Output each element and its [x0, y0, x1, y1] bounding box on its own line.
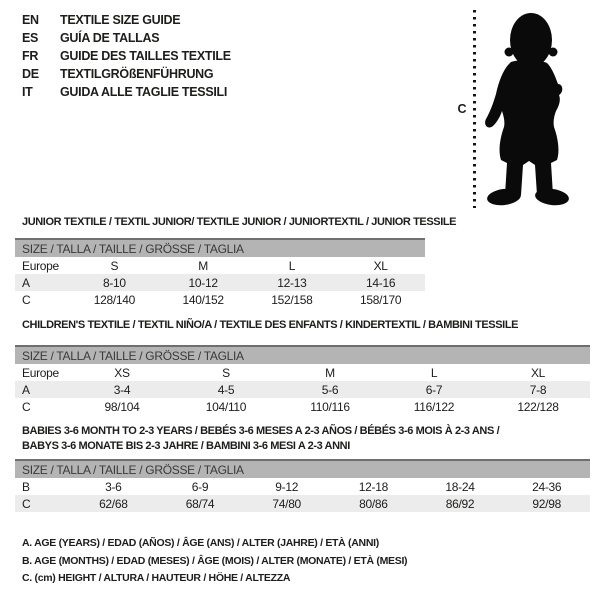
- row-label: Europe: [22, 258, 59, 273]
- footnote-b: B. AGE (MONTHS) / EDAD (MESES) / ÂGE (MOIS) / ALTER (MONATE) / ETÀ (MESI): [22, 554, 408, 567]
- table-row: [15, 398, 590, 415]
- value-cell: 92/98: [532, 496, 561, 511]
- table-row: [15, 364, 590, 381]
- table-row: [15, 274, 425, 291]
- value-cell: 98/104: [104, 399, 140, 414]
- legend-row-es: [22, 29, 231, 47]
- value-cell: 5-6: [321, 382, 339, 397]
- legend-label: GUIDE DES TAILLES TEXTILE: [60, 49, 231, 63]
- value-cell: 80/86: [359, 496, 388, 511]
- value-cell: 6-9: [191, 479, 209, 494]
- table-row: [15, 478, 590, 495]
- legend-row-en: [22, 11, 231, 29]
- row-label: Europe: [22, 365, 59, 380]
- value-cell: 3-6: [105, 479, 122, 494]
- value-cell: 10-12: [188, 275, 218, 290]
- legend-label: GUIDA ALLE TAGLIE TESSILI: [60, 85, 228, 99]
- value-cell: 116/122: [413, 399, 455, 414]
- footnotes: [22, 535, 407, 588]
- value-cell: 128/140: [93, 292, 136, 307]
- value-cell: 3-4: [113, 382, 131, 397]
- legend-label: TEXTILE SIZE GUIDE: [60, 13, 181, 27]
- value-cell: 158/170: [359, 292, 402, 307]
- size-cell: L: [430, 365, 438, 380]
- size-cell: M: [198, 258, 208, 273]
- language-legend: [22, 11, 231, 101]
- row-label: A: [22, 382, 30, 397]
- value-cell: 14-16: [366, 275, 396, 290]
- value-cell: 6-7: [425, 382, 443, 397]
- value-cell: 110/116: [310, 399, 350, 414]
- value-cell: 68/74: [185, 496, 215, 511]
- legend-label: GUÍA DE TALLAS: [60, 31, 160, 45]
- size-cell: S: [110, 258, 119, 273]
- size-cell: L: [288, 258, 296, 273]
- legend-row-fr: [22, 47, 231, 65]
- language-code: DE: [22, 67, 39, 81]
- language-code: IT: [22, 85, 33, 99]
- table-row: [15, 495, 590, 512]
- legend-row-it: [22, 83, 231, 101]
- table-row: [15, 257, 425, 274]
- value-cell: 12-18: [358, 479, 388, 494]
- row-label: C: [22, 496, 31, 511]
- size-cell: S: [222, 365, 230, 380]
- size-cell: M: [325, 365, 335, 380]
- value-cell: 122/128: [517, 399, 559, 414]
- table-header-band: SIZE / TALLA / TAILLE / GRÖSSE / TAGLIA: [15, 238, 425, 257]
- value-cell: 152/158: [271, 292, 313, 307]
- language-code: EN: [22, 13, 39, 27]
- row-label: C: [22, 399, 31, 414]
- height-measure-label: C: [457, 102, 467, 116]
- table-header-band: SIZE / TALLA / TAILLE / GRÖSSE / TAGLIA: [15, 459, 590, 478]
- row-label: B: [22, 479, 30, 494]
- value-cell: 140/152: [182, 292, 224, 307]
- value-cell: 74/80: [272, 496, 301, 511]
- baby-silhouette-icon: [478, 8, 578, 208]
- table-header-band: SIZE / TALLA / TAILLE / GRÖSSE / TAGLIA: [15, 345, 590, 364]
- table-row: [15, 381, 590, 398]
- babies-size-table: [15, 459, 590, 512]
- value-cell: 9-12: [275, 479, 299, 494]
- size-cell: XS: [114, 365, 130, 380]
- junior-table-title: JUNIOR TEXTILE / TEXTIL JUNIOR/ TEXTILE JUNIOR / JUNIORTEXTIL / JUNIOR TESSILE: [22, 216, 457, 228]
- size-cell: XL: [530, 365, 546, 380]
- row-label: A: [22, 275, 30, 290]
- footnote-a: A. AGE (YEARS) / EDAD (AÑOS) / ÂGE (ANS) / ALTER (JAHRE) / ETÀ (ANNI): [22, 537, 379, 549]
- value-cell: 12-13: [277, 275, 307, 290]
- value-cell: 7-8: [529, 382, 547, 397]
- value-cell: 86/92: [445, 496, 475, 511]
- junior-size-table: [15, 238, 425, 308]
- value-cell: 24-36: [532, 479, 562, 494]
- value-cell: 104/110: [205, 399, 247, 414]
- footnote-c: C. (cm) HEIGHT / ALTURA / HAUTEUR / HÖHE / ALTEZZA: [22, 572, 291, 584]
- legend-row-de: [22, 65, 231, 83]
- language-code: ES: [22, 31, 39, 45]
- legend-label: TEXTILGRÖßENFÜHRUNG: [60, 67, 214, 81]
- babies-table-title: BABIES 3-6 MONTH TO 2-3 YEARS / BEBÉS 3-6 MESES A 2-3 AÑOS / BÉBÉS 3-6 MOIS À 2-3 ANS / BABYS 3-6 MONATE BIS 2-3 JAHRE / BAMBINI 3-6 MESI A 2-3 ANNI: [22, 425, 500, 452]
- value-cell: 8-10: [102, 275, 126, 290]
- children-size-table: [15, 345, 590, 415]
- row-label: C: [22, 292, 31, 307]
- height-reference-dotted-line: [473, 10, 476, 208]
- language-code: FR: [22, 49, 39, 63]
- value-cell: 62/68: [99, 496, 128, 511]
- table-row: [15, 291, 425, 308]
- value-cell: 18-24: [445, 479, 475, 494]
- value-cell: 4-5: [217, 382, 235, 397]
- children-table-title: CHILDREN'S TEXTILE / TEXTIL NIÑO/A / TEXTILE DES ENFANTS / KINDERTEXTIL / BAMBINI TESSILE: [22, 319, 519, 331]
- size-cell: XL: [373, 258, 388, 273]
